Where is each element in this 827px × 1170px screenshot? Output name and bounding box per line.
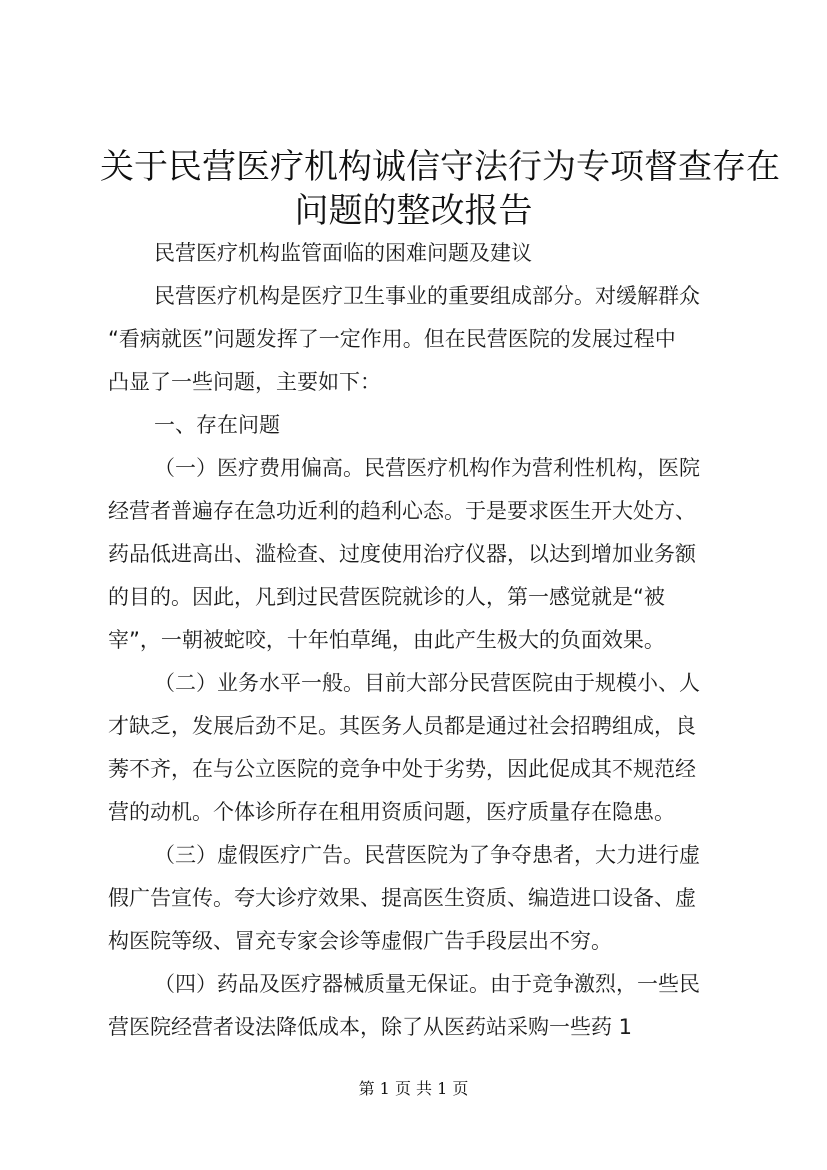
section-heading: 一、存在问题 <box>154 413 280 437</box>
paragraph-line: 的目的。因此，凡到过民营医院就诊的人，第一感觉就是“被 <box>108 585 665 609</box>
subtitle-line: 民营医疗机构监管面临的困难问题及建议 <box>154 241 532 265</box>
paragraph-line: 构医院等级、冒充专家会诊等虚假广告手段层出不穷。 <box>108 929 612 953</box>
paragraph-line: 经营者普遍存在急功近利的趋利心态。于是要求医生开大处方、 <box>108 499 696 523</box>
paragraph-line: 莠不齐，在与公立医院的竞争中处于劣势，因此促成其不规范经 <box>108 757 696 781</box>
paragraph-line: 营医院经营者设法降低成本，除了从医药站采购一些药 1 <box>108 1015 633 1039</box>
paragraph-line: （一）医疗费用偏高。民营医疗机构作为营利性机构，医院 <box>154 456 700 480</box>
paragraph-line: 药品低进高出、滥检查、过度使用治疗仪器，以达到增加业务额 <box>108 542 696 566</box>
paragraph-line: （三）虚假医疗广告。民营医院为了争夺患者，大力进行虚 <box>154 843 700 867</box>
paragraph-line: （二）业务水平一般。目前大部分民营医院由于规模小、人 <box>154 671 700 695</box>
paragraph-line: 宰”，一朝被蛇咬，十年怕草绳，由此产生极大的负面效果。 <box>108 628 665 652</box>
document-title-line-2: 问题的整改报告 <box>294 191 533 231</box>
paragraph-line: 才缺乏，发展后劲不足。其医务人员都是通过社会招聘组成，良 <box>108 714 696 738</box>
paragraph-line: 营的动机。个体诊所存在租用资质问题，医疗质量存在隐患。 <box>108 800 675 824</box>
document-body <box>108 232 748 1049</box>
paragraph-line: “看病就医”问题发挥了一定作用。但在民营医院的发展过程中 <box>108 327 676 351</box>
paragraph-line: 假广告宣传。夸大诊疗效果、提高医生资质、编造进口设备、虚 <box>108 886 696 910</box>
paragraph-line: 民营医疗机构是医疗卫生事业的重要组成部分。对缓解群众 <box>154 284 700 308</box>
page-footer: 第 1 页 共 1 页 <box>358 1079 469 1098</box>
paragraph-line: （四）药品及医疗器械质量无保证。由于竞争激烈，一些民 <box>154 972 700 996</box>
paragraph-line: 凸显了一些问题，主要如下： <box>108 370 381 394</box>
document-title-line-1: 关于民营医疗机构诚信守法行为专项督查存在 <box>100 147 780 187</box>
